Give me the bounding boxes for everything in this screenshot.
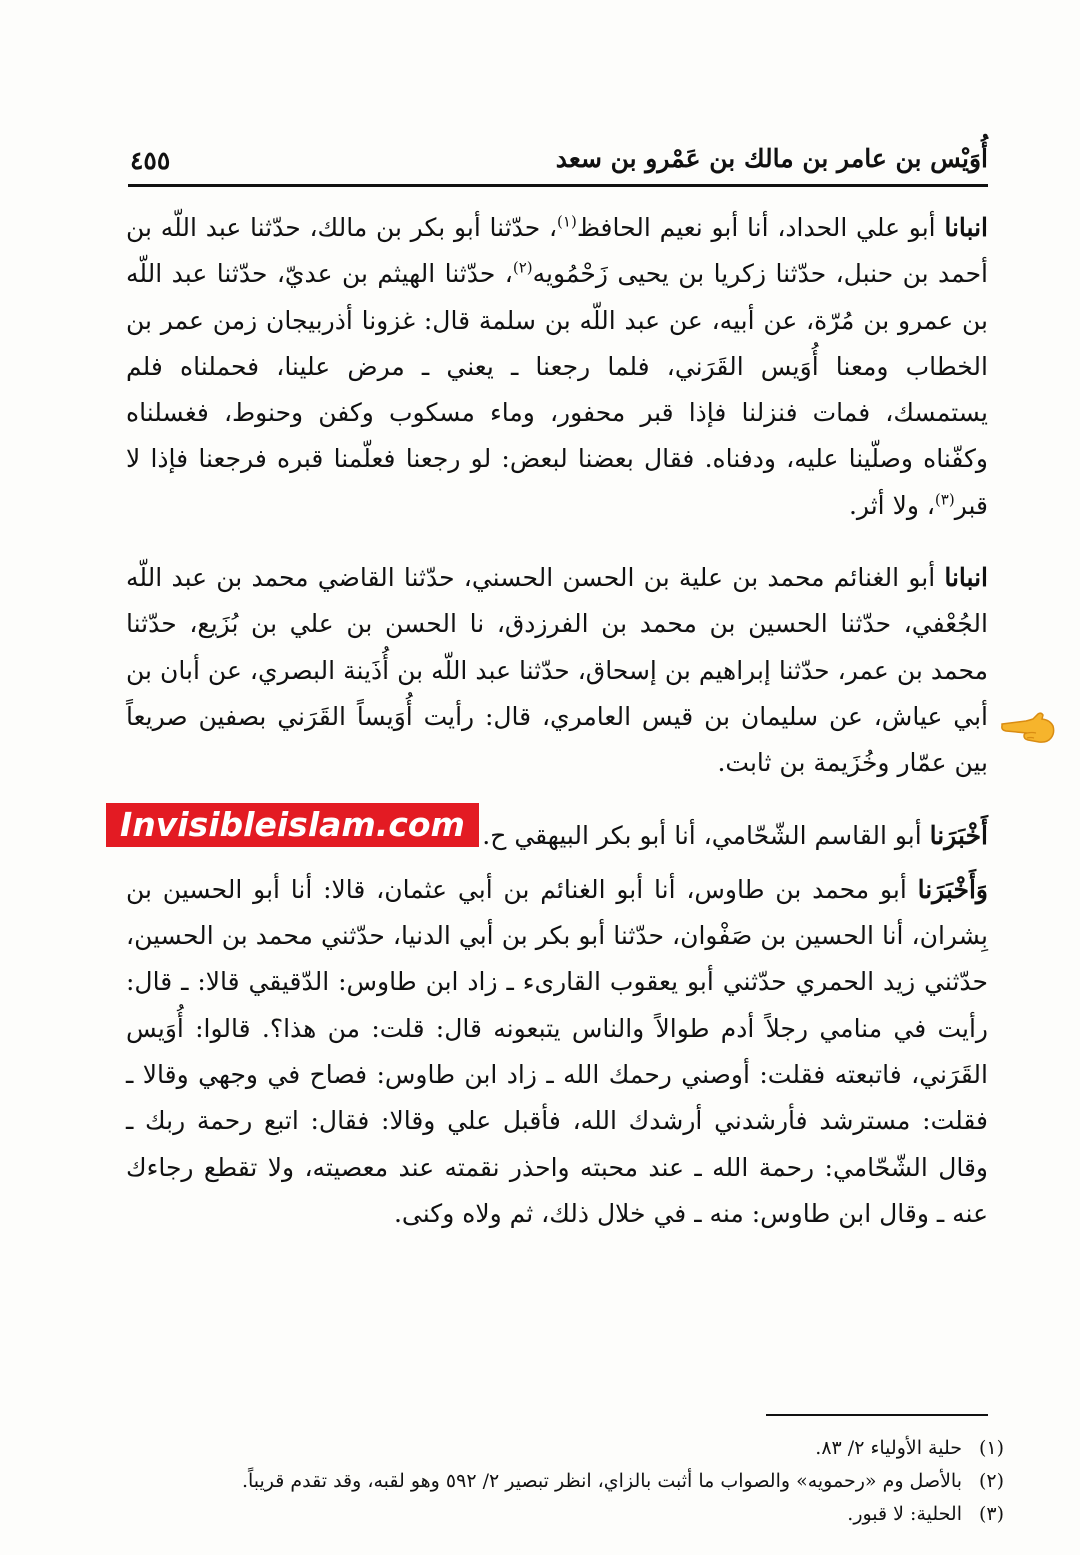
main-text	[126, 205, 988, 1237]
page-number: ٤٥٥	[130, 146, 171, 175]
footnote-2	[126, 1465, 1004, 1498]
footnotes	[126, 1432, 1004, 1531]
watermark-banner: Invisibleislam.com	[106, 803, 479, 847]
paragraph-2	[126, 555, 988, 786]
paragraph-lead: أَخْبَرَنا	[929, 820, 988, 850]
footnote-ref-1: (١)	[557, 212, 577, 231]
paragraph-text: ، حدّثنا أبو بكر بن مالك، حدّثنا عبد اللّه بن أحمد بن حنبل، حدّثنا زكريا بن يحيى زَحْمُويه	[126, 213, 988, 289]
footnote-ref-2: (٢)	[512, 258, 533, 277]
footnote-number: (٢)	[978, 1470, 1004, 1492]
footnote-ref-3: (٣)	[934, 490, 955, 509]
paragraph-text: ، ولا أثر.	[848, 490, 935, 520]
paragraph-text: أبو محمد بن طاوس، أنا أبو الغنائم بن أبي عثمان، قالا: أنا أبو الحسين بن بِشران، أنا الحسين بن صَفْوان، حدّثنا أبو بكر بن أبي الدنيا، حدّثني محمد بن الحسين، حدّثني زيد الحمري حدّثني أبو يعقوب القارىء ـ زاد ابن طاوس: الدّقيقي قالا: ـ قال: رأيت في منامي رجلاً أدم طوالاً والناس يتبعونه قال: قلت: من هذا؟. قالوا: أُوَيس القَرَني، فاتبعته فقلت: أوصني رحمك الله ـ زاد ابن طاوس: فصاح في وجهي وقالا ـ فقلت: مسترشد فأرشدني أرشدك الله، فأقبل علي وقالا: فقال: اتبع رحمة ربك ـ وقال الشّحّامي: رحمة الله ـ عند محبته واحذر نقمته عند معصيته، ولا تقطع رجاءك عنه ـ وقال ابن طاوس: منه ـ في خلال ذلك، ثم ولاه وكنى.	[126, 874, 988, 1228]
paragraph-lead: وَأَخْبَرَنا	[917, 874, 988, 904]
paragraph-1	[126, 205, 988, 529]
footnote-text: حلية الأولياء ٢/ ٨٣.	[815, 1437, 962, 1459]
footnote-3	[126, 1498, 1004, 1531]
footnote-number: (٣)	[978, 1503, 1004, 1525]
paragraph-text: أبو علي الحداد، أنا أبو نعيم الحافظ	[576, 213, 936, 242]
pointing-hand-icon	[1000, 705, 1056, 747]
paragraph-lead: انبانا	[944, 213, 988, 242]
footnote-separator	[766, 1414, 988, 1416]
footnote-text: الحلية: لا قبور.	[847, 1503, 962, 1525]
footnote-text: بالأصل وم «رحمويه» والصواب ما أثبت بالزاي، انظر تبصير ٢/ ٥٩٢ وهو لقبه، وقد تقدم قريباً.	[241, 1470, 962, 1492]
paragraph-text: أبو القاسم الشّحّامي، أنا أبو بكر البيهقي ح.	[482, 820, 922, 850]
footnote-1	[126, 1432, 1004, 1465]
paragraph-4	[126, 867, 988, 1237]
paragraph-text: ، حدّثنا الهيثم بن عديّ، حدّثنا عبد اللّه بن عمرو بن مُرّة، عن أبيه، عن عبد اللّه بن سلمة قال: غزونا أذربيجان زمن عمر بن الخطاب ومعنا أُوَيس القَرَني، فلما رجعنا ـ يعني ـ مرض علينا، فحملناه فلم يستمسك، فمات فنزلنا فإذا قبر محفور، وماء مسكوب وكفن وحنوط، فغسلناه وكفّناه وصلّينا عليه، ودفناه. فقال بعضنا لبعض: لو رجعنا فعلّمنا قبره فرجعنا فإذا لا قبر	[126, 259, 988, 520]
footnote-number: (١)	[978, 1437, 1004, 1459]
page-header	[128, 140, 988, 187]
paragraph-lead: انبانا	[944, 563, 988, 593]
running-title: أُوَيْس بن عامر بن مالك بن عَمْرو بن سعد	[555, 144, 988, 173]
paragraph-text: أبو الغنائم محمد بن علية بن الحسن الحسني، حدّثنا القاضي محمد بن عبد اللّه الجُعْفي، حدّثنا الحسين بن محمد بن الفرزدق، نا الحسن بن علي بن بُزَيع، حدّثنا محمد بن عمر، حدّثنا إبراهيم بن إسحاق، حدّثنا عبد اللّه بن أُذَينة البصري، عن أبان بن أبي عياش، عن سليمان بن قيس العامري، قال: رأيت أُوَيساً القَرَني بصفين صريعاً بين عمّار وخُزَيمة بن ثابت.	[126, 563, 988, 778]
